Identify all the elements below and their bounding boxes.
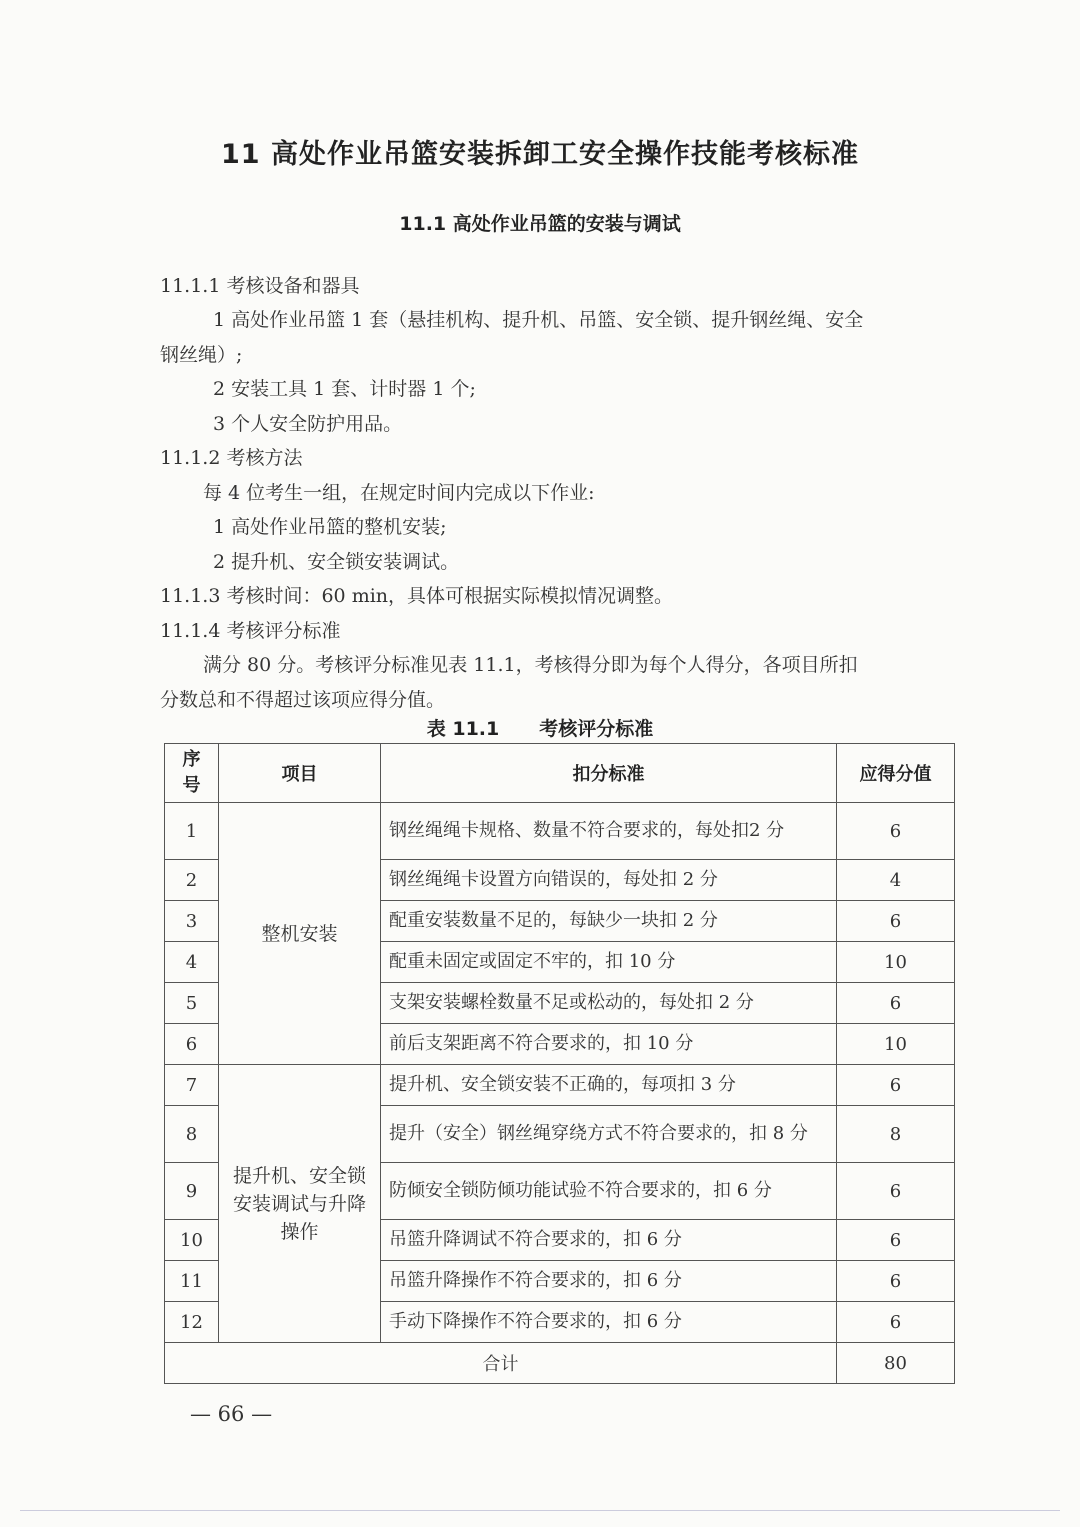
row-criteria: 配重安装数量不足的，每缺少一块扣 2 分	[381, 901, 837, 942]
row-no: 11	[165, 1261, 219, 1302]
row-criteria: 钢丝绳绳卡设置方向错误的，每处扣 2 分	[381, 860, 837, 901]
row-no: 12	[165, 1302, 219, 1343]
table-caption	[0, 714, 1080, 741]
header-criteria: 扣分标准	[381, 744, 837, 803]
s1-item2: 2 安装工具 1 套、计时器 1 个;	[213, 378, 476, 400]
row-no: 6	[165, 1024, 219, 1065]
scoring-table	[164, 743, 955, 1384]
row-score: 8	[837, 1106, 955, 1163]
row-score: 6	[837, 803, 955, 860]
group-cell: 提升机、安全锁安装调试与升降操作	[219, 1065, 381, 1343]
row-score: 10	[837, 1024, 955, 1065]
row-no: 3	[165, 901, 219, 942]
row-no: 7	[165, 1065, 219, 1106]
s2-intro: 每 4 位考生一组，在规定时间内完成以下作业:	[203, 482, 595, 504]
s2-item2: 2 提升机、安全锁安装调试。	[213, 551, 460, 573]
row-score: 6	[837, 1302, 955, 1343]
row-no: 5	[165, 983, 219, 1024]
row-score: 6	[837, 1065, 955, 1106]
row-no: 10	[165, 1220, 219, 1261]
row-no: 4	[165, 942, 219, 983]
row-criteria: 提升（安全）钢丝绳穿绕方式不符合要求的，扣 8 分	[381, 1106, 837, 1163]
row-criteria: 吊篮升降操作不符合要求的，扣 6 分	[381, 1261, 837, 1302]
row-no: 9	[165, 1163, 219, 1220]
table-total-row	[165, 1343, 955, 1384]
s4-para-b: 分数总和不得超过该项应得分值。	[160, 689, 446, 711]
row-score: 10	[837, 942, 955, 983]
table-number: 表 11.1	[426, 718, 500, 740]
section-title: 11.1 高处作业吊篮的安装与调试	[399, 213, 681, 235]
header-item: 项目	[219, 744, 381, 803]
row-criteria: 提升机、安全锁安装不正确的，每项扣 3 分	[381, 1065, 837, 1106]
row-score: 6	[837, 1220, 955, 1261]
s4-heading: 11.1.4 考核评分标准	[160, 620, 341, 642]
s2-item1: 1 高处作业吊篮的整机安装;	[213, 516, 447, 538]
s4-para-a: 满分 80 分。考核评分标准见表 11.1，考核得分即为每个人得分，各项目所扣	[203, 654, 858, 676]
row-criteria: 防倾安全锁防倾功能试验不符合要求的，扣 6 分	[381, 1163, 837, 1220]
row-score: 6	[837, 983, 955, 1024]
row-criteria: 手动下降操作不符合要求的，扣 6 分	[381, 1302, 837, 1343]
row-criteria: 配重未固定或固定不牢的，扣 10 分	[381, 942, 837, 983]
page-number: — 66 —	[190, 1402, 273, 1426]
row-criteria: 吊篮升降调试不符合要求的，扣 6 分	[381, 1220, 837, 1261]
row-score: 6	[837, 1163, 955, 1220]
group-cell: 整机安装	[219, 803, 381, 1065]
row-no: 1	[165, 803, 219, 860]
s3-line: 11.1.3 考核时间：60 min，具体可根据实际模拟情况调整。	[160, 585, 674, 607]
table-row	[165, 1065, 955, 1106]
total-score: 80	[837, 1343, 955, 1384]
row-no: 2	[165, 860, 219, 901]
s1-item1-a: 1 高处作业吊篮 1 套（悬挂机构、提升机、吊篮、安全锁、提升钢丝绳、安全	[213, 309, 864, 331]
total-label: 合计	[165, 1343, 837, 1384]
s1-heading: 11.1.1 考核设备和器具	[160, 275, 360, 297]
row-criteria: 前后支架距离不符合要求的，扣 10 分	[381, 1024, 837, 1065]
row-criteria: 钢丝绳绳卡规格、数量不符合要求的，每处扣2 分	[381, 803, 837, 860]
page-title: 11 高处作业吊篮安装拆卸工安全操作技能考核标准	[221, 139, 859, 170]
s1-item1-b: 钢丝绳）;	[160, 344, 243, 366]
table-row	[165, 803, 955, 860]
header-score: 应得分值	[837, 744, 955, 803]
row-criteria: 支架安装螺栓数量不足或松动的，每处扣 2 分	[381, 983, 837, 1024]
row-score: 6	[837, 1261, 955, 1302]
row-score: 4	[837, 860, 955, 901]
s1-item3: 3 个人安全防护用品。	[213, 413, 403, 435]
bottom-divider	[20, 1510, 1060, 1511]
row-no: 8	[165, 1106, 219, 1163]
s2-heading: 11.1.2 考核方法	[160, 447, 303, 469]
header-seq: 序 号	[165, 744, 219, 803]
table-title: 考核评分标准	[539, 718, 654, 740]
row-score: 6	[837, 901, 955, 942]
table-header-row	[165, 744, 955, 803]
